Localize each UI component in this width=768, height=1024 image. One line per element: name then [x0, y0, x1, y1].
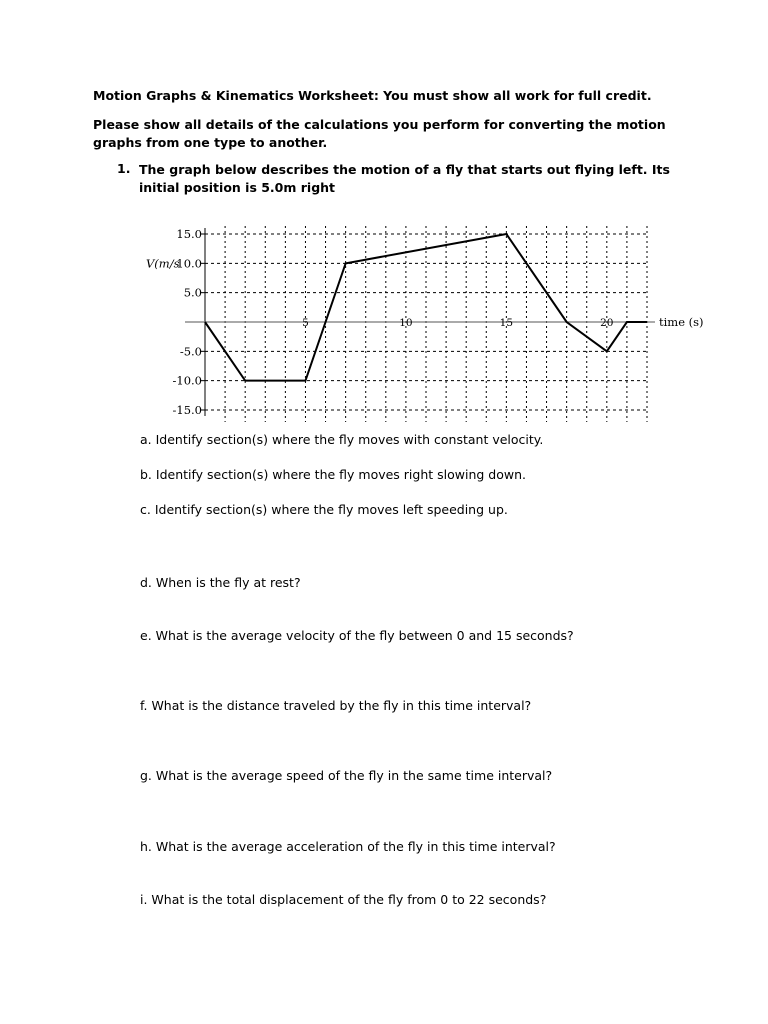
x-axis-label: time (s)	[659, 315, 704, 329]
y-tick-label: -10.0	[172, 373, 202, 388]
question-part-f: f. What is the distance traveled by the fly in this time interval?	[140, 698, 532, 713]
x-tick-label: 10	[399, 317, 413, 329]
question-part-g: g. What is the average speed of the fly in the same time interval?	[140, 768, 553, 783]
question-text: The graph below describes the motion of a fly that starts out flying left. Its initial position is 5.0m right	[139, 162, 670, 195]
question-part-a: a. Identify section(s) where the fly moves with constant velocity.	[140, 432, 544, 447]
question-part-d: d. When is the fly at rest?	[140, 575, 301, 590]
velocity-time-graph	[0, 0, 768, 440]
y-tick-label: 10.0	[176, 256, 202, 271]
question-number: 1.	[117, 161, 131, 176]
question-part-e: e. What is the average velocity of the fly between 0 and 15 seconds?	[140, 628, 574, 643]
y-axis-label: V(m/s	[146, 256, 180, 271]
worksheet-title: Motion Graphs & Kinematics Worksheet: You must show all work for full credit.	[93, 88, 652, 103]
x-tick-label: 5	[302, 317, 309, 329]
question-part-h: h. What is the average acceleration of the fly in this time interval?	[140, 839, 556, 854]
graph-axes	[185, 228, 655, 416]
question-part-b: b. Identify section(s) where the fly moves right slowing down.	[140, 467, 526, 482]
y-tick-label: -5.0	[179, 344, 202, 359]
question-part-i: i. What is the total displacement of the fly from 0 to 22 seconds?	[140, 892, 547, 907]
instructions: Please show all details of the calculations you perform for converting the motion graphs from one type to another.	[93, 117, 666, 150]
graph-grid	[205, 226, 647, 422]
y-tick-label: 5.0	[183, 285, 202, 300]
y-tick-label: -15.0	[172, 403, 202, 417]
question-part-c: c. Identify section(s) where the fly moves left speeding up.	[140, 502, 508, 517]
x-tick-label: 15	[499, 317, 514, 329]
x-tick-label: 20	[600, 317, 614, 329]
y-tick-label: 15.0	[176, 227, 202, 241]
